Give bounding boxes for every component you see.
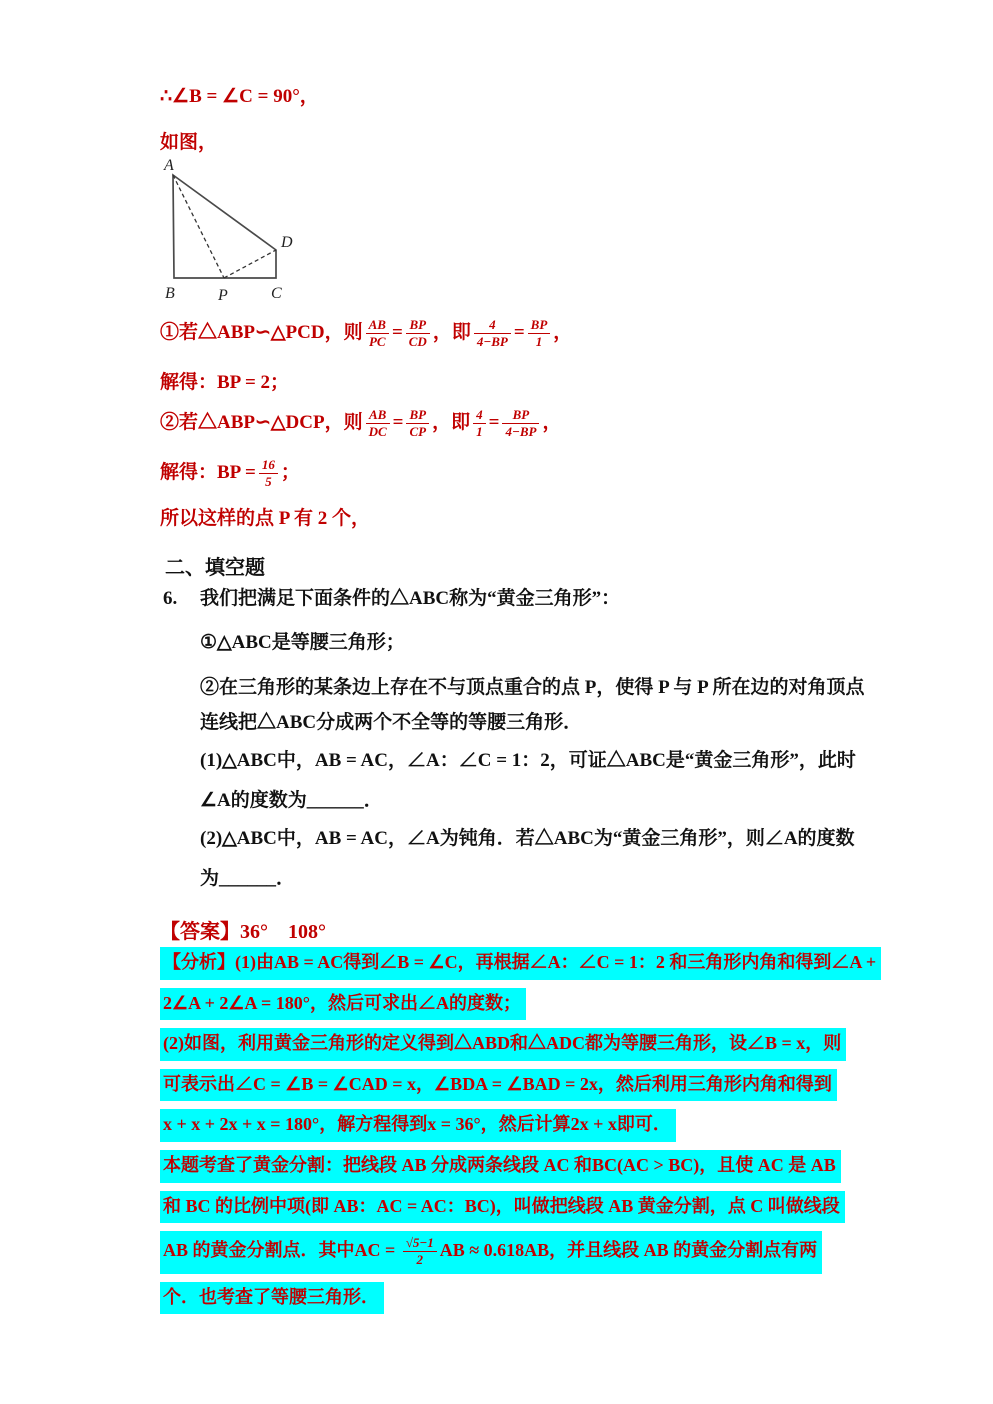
analysis-line-1-text: 【分析】(1)由AB = AC得到∠B = ∠C，再根据∠A：∠C = 1：2 和三角形内角和得到∠A + (160, 947, 881, 980)
fraction-BP-CD: $\frac{BP}{CD}$ (406, 318, 430, 350)
analysis-line-2 (160, 988, 850, 1021)
fraction-4-1: $\frac{4}{1}$ (473, 408, 486, 440)
proof-case2-equation (160, 408, 561, 440)
figure-label-D: D (281, 234, 293, 251)
problem-intro: 我们把满足下面条件的△ABC称为“黄金三角形”： (200, 588, 621, 609)
fraction-BP-CP: $\frac{BP}{CP}$ (406, 408, 429, 440)
analysis-line-6 (160, 1150, 850, 1183)
case1-comma: ， (553, 322, 573, 344)
analysis-line-6-text: 本题考查了黄金分割：把线段 AB 分成两条线段 AC 和BC(AC > BC)，且使 AC 是 AB (160, 1150, 841, 1183)
case1-text-2: ，即 (432, 322, 471, 344)
fraction-sqrt5minus1-2: $\frac{√5-1}{2}$ (403, 1236, 437, 1268)
analysis-line-9 (160, 1282, 850, 1315)
case1-equals-2: = (513, 322, 525, 344)
proof-as-figure-label: 如图， (160, 132, 218, 153)
fraction-BP-4minusBP: $\frac{BP}{4-BP}$ (502, 408, 539, 440)
case2-equals-2: = (488, 412, 500, 434)
figure-label-C: C (271, 285, 282, 302)
proof-conclusion: 所以这样的点 P 有 2 个， (160, 508, 371, 529)
analysis-line-3 (160, 1028, 850, 1061)
fraction-4-4minusBP: $\frac{4}{4-BP}$ (474, 318, 511, 350)
analysis-line-7 (160, 1191, 850, 1224)
figure-outline (173, 175, 276, 278)
trapezoid-figure-svg (156, 154, 306, 306)
fraction-16-5: $\frac{16}{5}$ (259, 458, 278, 490)
figure-label-A: A (164, 157, 174, 174)
analysis-line-8 (160, 1231, 850, 1274)
answer-value: 36° 108° (240, 921, 326, 943)
answer-line (160, 915, 326, 944)
proof-case1-equation (160, 318, 572, 350)
problem-number: 6. (163, 588, 178, 609)
proof-case1-solution: 解得：BP = 2； (160, 372, 290, 393)
analysis-line-8-prefix: AB 的黄金分割点．其中AC = (163, 1240, 400, 1261)
case2-text-1: ②若△ABP∽△DCP，则 (160, 412, 363, 434)
fraction-AB-DC: $\frac{AB}{DC}$ (366, 408, 390, 440)
figure-dashed-PD (224, 250, 276, 278)
answer-label: 【答案】 (160, 921, 240, 943)
section-heading-fill-in-blanks: 二、填空题 (165, 557, 265, 579)
case2-text-2: ，即 (432, 412, 471, 434)
analysis-line-8-suffix: AB ≈ 0.618AB，并且线段 AB 的黄金分割点有两 (439, 1240, 818, 1261)
analysis-line-9-text: 个．也考查了等腰三角形． (160, 1282, 384, 1315)
case2-comma: ， (542, 412, 562, 434)
analysis-line-2-text: 2∠A + 2∠A = 180°，然后可求出∠A的度数； (160, 988, 526, 1021)
analysis-line-8-text (160, 1231, 822, 1274)
problem-q1-line1: (1)△ABC中，AB = AC，∠A：∠C = 1：2，可证△ABC是“黄金三角形”，此时 (200, 750, 856, 771)
analysis-block (160, 947, 877, 1322)
geometry-figure (156, 154, 306, 311)
proof-case2-solution (160, 458, 300, 490)
problem-q2-line1: (2)△ABC中，AB = AC，∠A为钝角．若△ABC为“黄金三角形”，则∠A的度数 (200, 828, 855, 849)
problem-q1-line2: ∠A的度数为______． (200, 790, 383, 811)
analysis-line-7-text: 和 BC 的比例中项(即 AB：AC = AC：BC)，叫做把线段 AB 黄金分割，点 C 叫做线段 (160, 1191, 845, 1224)
problem-condition-2-line1: ②在三角形的某条边上存在不与顶点重合的点 P，使得 P 与 P 所在边的对角顶点 (200, 677, 865, 698)
analysis-line-1 (160, 947, 877, 980)
figure-label-P: P (218, 287, 228, 304)
problem-condition-2-line2: 连线把△ABC分成两个不全等的等腰三角形． (200, 712, 583, 733)
figure-label-B: B (165, 285, 175, 302)
fraction-AB-PC: $\frac{AB}{PC}$ (366, 318, 389, 350)
solve2-semicolon: ； (280, 462, 300, 484)
fraction-BP-1: $\frac{BP}{1}$ (528, 318, 551, 350)
analysis-line-4-text: 可表示出∠C = ∠B = ∠CAD = x，∠BDA = ∠BAD = 2x，然后利用三角形内角和得到 (160, 1069, 837, 1102)
analysis-line-5 (160, 1109, 850, 1142)
problem-q2-line2: 为______． (200, 868, 296, 889)
case1-text-1: ①若△ABP∽△PCD，则 (160, 322, 363, 344)
figure-dashed-AP (173, 175, 224, 278)
proof-angle-statement: ∴∠B = ∠C = 90°， (160, 86, 319, 107)
solve2-text-1: 解得：BP = (160, 462, 256, 484)
analysis-line-4 (160, 1069, 850, 1102)
case1-equals-1: = (391, 322, 403, 344)
problem-condition-1: ①△ABC是等腰三角形； (200, 632, 405, 653)
analysis-line-5-text: x + x + 2x + x = 180°，解方程得到x = 36°，然后计算2x + x即可． (160, 1109, 676, 1142)
case2-equals-1: = (392, 412, 404, 434)
analysis-line-3-text: (2)如图，利用黄金三角形的定义得到△ABD和△ADC都为等腰三角形，设∠B = x，则 (160, 1028, 846, 1061)
